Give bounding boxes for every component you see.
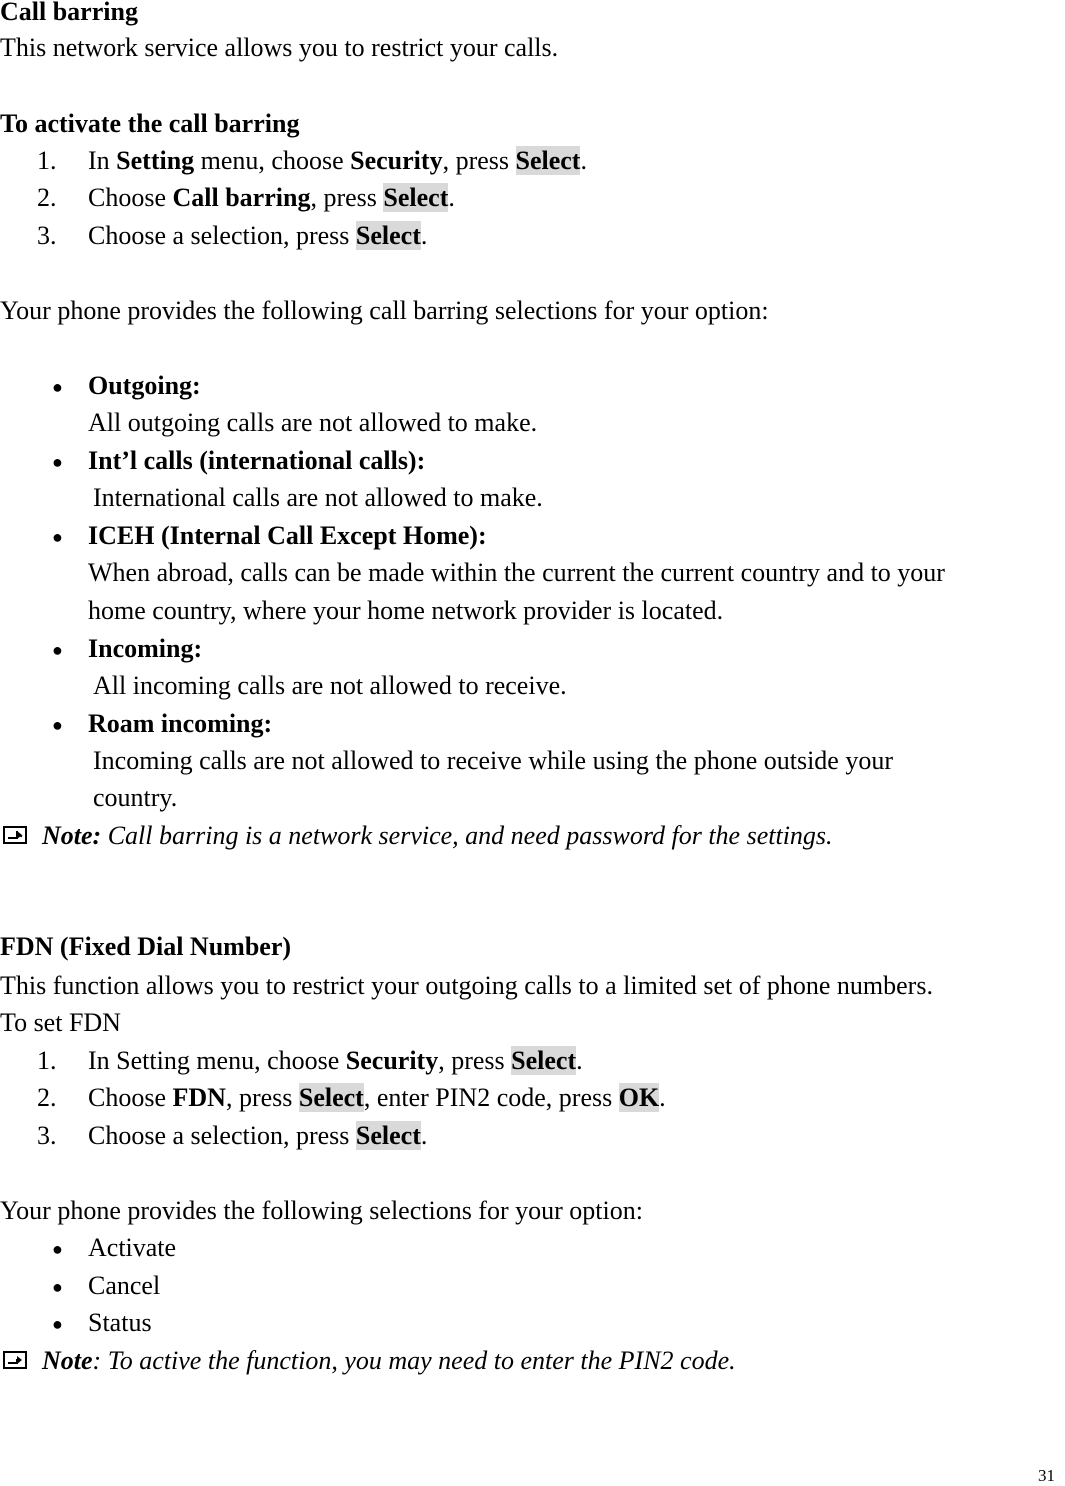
bullet-icon: ● <box>52 715 63 735</box>
step-number: 1. <box>37 1046 57 1075</box>
call-barring-options-intro: Your phone provides the following call barring selections for your option: <box>0 296 769 325</box>
step-text-part: Choose <box>88 183 173 212</box>
step-text-part: . <box>580 146 587 175</box>
step-text-part: Choose a selection, press <box>88 221 356 250</box>
note-text: : To active the function, you may need to enter the PIN2 code. <box>92 1346 736 1375</box>
softkey-label: OK <box>618 1083 660 1112</box>
menu-name: Setting <box>116 146 195 175</box>
step-text-part: Choose <box>88 1083 173 1112</box>
step-text-part: menu, choose <box>194 146 351 175</box>
fdn-note <box>42 1345 736 1377</box>
step-number: 2. <box>37 183 57 212</box>
menu-name: FDN <box>172 1083 226 1112</box>
step-number: 3. <box>37 1121 57 1150</box>
fdn-intro: This function allows you to restrict your outgoing calls to a limited set of phone numbers. <box>0 971 933 1000</box>
menu-name: Call barring <box>172 183 311 212</box>
step-text-part: In Setting menu, choose <box>88 1046 346 1075</box>
bullet-icon: ● <box>52 377 63 397</box>
note-label: Note <box>42 1346 93 1375</box>
page-number: 31 <box>1038 1466 1055 1485</box>
fdn-option: Status <box>88 1308 152 1337</box>
section-title-fdn: FDN (Fixed Dial Number) <box>0 932 292 961</box>
fdn-options-intro: Your phone provides the following selections for your option: <box>0 1196 643 1225</box>
step-text-part: . <box>576 1046 583 1075</box>
bullet-icon: ● <box>52 1277 63 1297</box>
softkey-label: Select <box>383 183 449 212</box>
step-text-part: In <box>88 146 117 175</box>
note-icon <box>3 826 27 844</box>
option-description: home country, where your home network provider is located. <box>88 596 724 625</box>
step-text-part: , press <box>225 1083 299 1112</box>
option-title: Roam incoming: <box>88 709 273 738</box>
option-title: Incoming: <box>88 634 203 663</box>
step-number: 3. <box>37 221 57 250</box>
bullet-icon: ● <box>52 1314 63 1334</box>
step-text-part: , press <box>442 146 516 175</box>
step-text-part: . <box>420 221 428 250</box>
step-text-part: , press <box>310 183 384 212</box>
fdn-option: Activate <box>88 1233 177 1262</box>
step-text <box>88 1045 583 1077</box>
option-title: Outgoing: <box>88 371 201 400</box>
option-description: country. <box>93 783 178 812</box>
note-icon <box>3 1351 27 1369</box>
step-text <box>88 1082 666 1114</box>
softkey-label: Select <box>355 1121 421 1150</box>
bullet-icon: ● <box>52 452 63 472</box>
fdn-option: Cancel <box>88 1271 161 1300</box>
bullet-icon: ● <box>52 640 63 660</box>
option-description: International calls are not allowed to make. <box>93 483 543 512</box>
step-text-part: . <box>659 1083 666 1112</box>
call-barring-intro: This network service allows you to restrict your calls. <box>0 33 559 62</box>
section-title-call-barring: Call barring <box>0 0 138 26</box>
bullet-icon: ● <box>52 527 63 547</box>
step-text <box>88 1120 427 1152</box>
softkey-label: Select <box>355 221 421 250</box>
option-title: Int’l calls (international calls): <box>88 446 426 475</box>
option-title: ICEH (Internal Call Except Home): <box>88 521 487 550</box>
bullet-icon: ● <box>52 1239 63 1259</box>
step-text-part: , enter PIN2 code, press <box>363 1083 619 1112</box>
step-number: 1. <box>37 146 57 175</box>
step-text <box>88 182 455 214</box>
menu-name: Security <box>350 146 443 175</box>
step-text-part: . <box>420 1121 428 1150</box>
step-number: 2. <box>37 1083 57 1112</box>
step-text <box>88 220 427 252</box>
option-description: All outgoing calls are not allowed to make. <box>88 408 538 437</box>
step-text-part: Choose a selection, press <box>88 1121 356 1150</box>
option-description: All incoming calls are not allowed to receive. <box>93 671 567 700</box>
softkey-label: Select <box>298 1083 364 1112</box>
call-barring-note <box>42 820 833 852</box>
note-label: Note: <box>42 821 102 850</box>
option-description: Incoming calls are not allowed to receive while using the phone outside your <box>93 746 893 775</box>
softkey-label: Select <box>511 1046 577 1075</box>
step-text-part: . <box>448 183 455 212</box>
softkey-label: Select <box>515 146 581 175</box>
menu-name: Security <box>345 1046 439 1075</box>
note-text: Call barring is a network service, and need password for the settings. <box>101 821 833 850</box>
fdn-subtitle: To set FDN <box>0 1008 121 1037</box>
step-text <box>88 145 587 177</box>
step-text-part: , press <box>438 1046 512 1075</box>
call-barring-subtitle: To activate the call barring <box>0 109 300 138</box>
option-description: When abroad, calls can be made within the current the current country and to your <box>88 558 945 587</box>
